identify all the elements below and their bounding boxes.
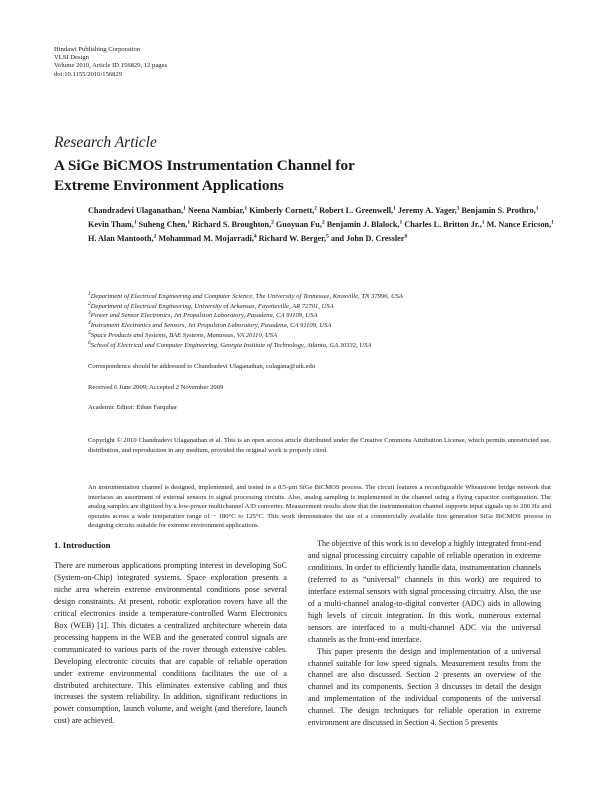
affiliation [88,331,558,341]
author-affiliation-mark: 5 [326,233,329,240]
author: Guoyuan Fu, [275,220,322,230]
affiliation-list [88,292,558,350]
author: M. Nance Ericson, [486,220,552,230]
author-affiliation-mark: 2 [314,205,318,212]
affiliation-number: 4 [88,319,91,326]
author-affiliation-mark: 4 [253,233,257,240]
academic-editor: Academic Editor: Ethan Farquhar [88,404,178,411]
author-affiliation-mark: 1 [133,219,137,226]
affiliation-text: Department of Electrical Engineering, University of Arkansas, Fayetteville, AR 72701, USA [90,302,334,310]
right-paragraph-1: The objective of this work is to develop a highly integrated front-end and signal processing circuitry capable of reliable operation in extreme conditions. In order to efficiently handle data, instrumentation channels (referred to as “universal” channels in this work) are required to interface external sensors with signal processing circuitry. Also, the use of a multi-channel analog-to-digital converter (ADC) aids in allowing high levels of circuit integration. In this work, numerous external sensors are interfaced to a multi-channel ADC via the universal channels as the front-end interface. [308,539,541,644]
author-affiliation-mark: 1 [481,219,485,226]
author: Mohammad M. Mojarradi, [158,234,254,244]
author: Kimberly Cornett, [249,206,315,215]
author-affiliation-mark: 1 [183,205,186,212]
affiliation [88,302,558,312]
correspondence: Correspondence should be addressed to Chandradevi Ulaganathan, culagana@utk.edu [88,363,316,370]
author: Jeremy A. Yager, [397,206,457,215]
affiliation-text: Space Products and Systems, BAE Systems, Manassas, VA 20110, USA [90,331,278,339]
journal-name: VLSI Design [54,54,89,62]
author: Richard W. Berger, [258,234,327,244]
author: and John D. Cressler [330,234,405,244]
author: Richard S. Broughton, [192,220,272,230]
title-line-1: A SiGe BiCMOS Instrumentation Channel for [54,157,355,174]
author-affiliation-mark: 1 [535,205,539,212]
received-dates: Received 6 June 2009; Accepted 2 November 2009 [88,384,224,391]
author: Neena Nambiar, [187,206,245,215]
author: H. Alan Mantooth, [88,234,154,244]
affiliation-number: 5 [88,329,91,336]
copyright-notice: Copyright © 2010 Chandradevi Ulaganathan et al. This is an open access article distributed under the Creative Commons Attribution License, which permits unrestricted use, distribution, and reproduction in any medium, provided the original work is properly cited. [88,437,551,454]
affiliation-number: 1 [88,290,91,297]
left-column [54,560,287,727]
volume-line: Volume 2010, Article ID 156829, 12 pages [54,62,168,70]
affiliation-number: 3 [88,310,91,317]
author-affiliation-mark: 2 [271,219,274,226]
author-affiliation-mark: 2 [321,219,325,226]
author: Charles L. Britton Jr., [404,220,482,230]
author: Benjamin J. Blalock, [326,220,400,230]
author-affiliation-mark: 2 [153,233,157,240]
affiliation [88,292,558,302]
author: Kevin Tham, [88,220,134,230]
author-list [88,204,558,246]
left-paragraph-1: There are numerous applications prompting interest in developing SoC (System-on-Chip) integrated systems. Space exploration presents a niche area wherein extreme environmental conditions pose several design constraints. At present, robotic exploration rovers have all the critical electronics inside a temperature-controlled Warm Electronics Box (WEB) [1]. This dictates a centralized architecture wherein data processing happens in the WEB and the generated control signals are communicated to various parts of the rover through extensive cables. Developing electronic circuits that are capable of reliable operation under extreme environmental conditions facilitates the use of a distributed architecture. This eliminates extensive cabling and thus increases the system reliability. In addition, significant reductions in power consumption, launch volume, and weight (and therefore, launch cost) are achieved. [54,561,287,726]
author-affiliation-mark: 1 [551,219,554,226]
article-type: Research Article [54,134,157,151]
author-affiliation-mark: 6 [404,233,408,240]
author: Suheng Chen, [138,220,188,230]
affiliation [88,311,558,321]
right-paragraph-2: This paper presents the design and implementation of a universal channel suitable for low speed signals. Measurement results from the channel are also discussed. Section 2 presents an overview of the channel and its components. Section 3 discusses in detail the design and implementation of the individual components of the universal channel. The design techniques for reliable operation in extreme environment are discussed in Section 4. Section 5 presents [308,646,541,728]
affiliation-text: School of Electrical and Computer Engineering, Georgia Institute of Technology, Atlanta, GA 30332, USA [90,341,372,349]
section-1-title: 1. Introduction [54,540,111,550]
author: Robert L. Greenwell, [319,206,394,215]
title-line-2: Extreme Environment Applications [54,176,284,194]
affiliation [88,321,558,331]
author-affiliation-mark: 3 [456,205,460,212]
author-affiliation-mark: 1 [399,219,403,226]
abstract: An instrumentation channel is designed, implemented, and tested in a 0.5-μm SiGe BiCMOS process. The circuit features a reconfigurable Wheatstone bridge network that interfaces an assortment of external sensors to signal processing circuits. Also, analog sampling is implemented in the channel using a flying capacitor configuration. The analog samples are digitized by a low-power multichannel A/D converter. Measurement results show that the instrumentation channel supports input signals up to 200 Hz and operates across a wide temperature range of − 180°C to 125°C. This work demonstrates the use of a commercially available first generation SiGe BiCMOS process in designing circuits suitable for extreme environment applications. [88,484,551,530]
affiliation-number: 6 [88,339,91,346]
right-column [308,538,541,729]
affiliation-text: Department of Electrical Engineering and Computer Science, The University of Tennessee, Knoxville, TN 37996, USA [90,293,403,300]
affiliation-text: Power and Sensor Electronics, Jet Propulsion Laboratory, Pasadena, CA 91109, USA [90,312,318,320]
affiliation-number: 2 [88,300,91,307]
affiliation [88,341,558,351]
author-affiliation-mark: 1 [187,219,191,226]
author-affiliation-mark: 1 [244,205,248,212]
author: Chandradevi Ulaganathan, [88,206,184,215]
paper-title [54,156,534,195]
doi[interactable]: doi:10.1155/2010/156829 [54,70,123,78]
publisher: Hindawi Publishing Corporation [54,46,141,53]
affiliation-text: Instrument Electronics and Sensors, Jet Propulsion Laboratory, Pasadena, CA 91109, USA [90,322,332,330]
author: Benjamin S. Prothro, [461,206,536,215]
author-affiliation-mark: 1 [393,205,396,212]
journal-header [54,46,167,79]
